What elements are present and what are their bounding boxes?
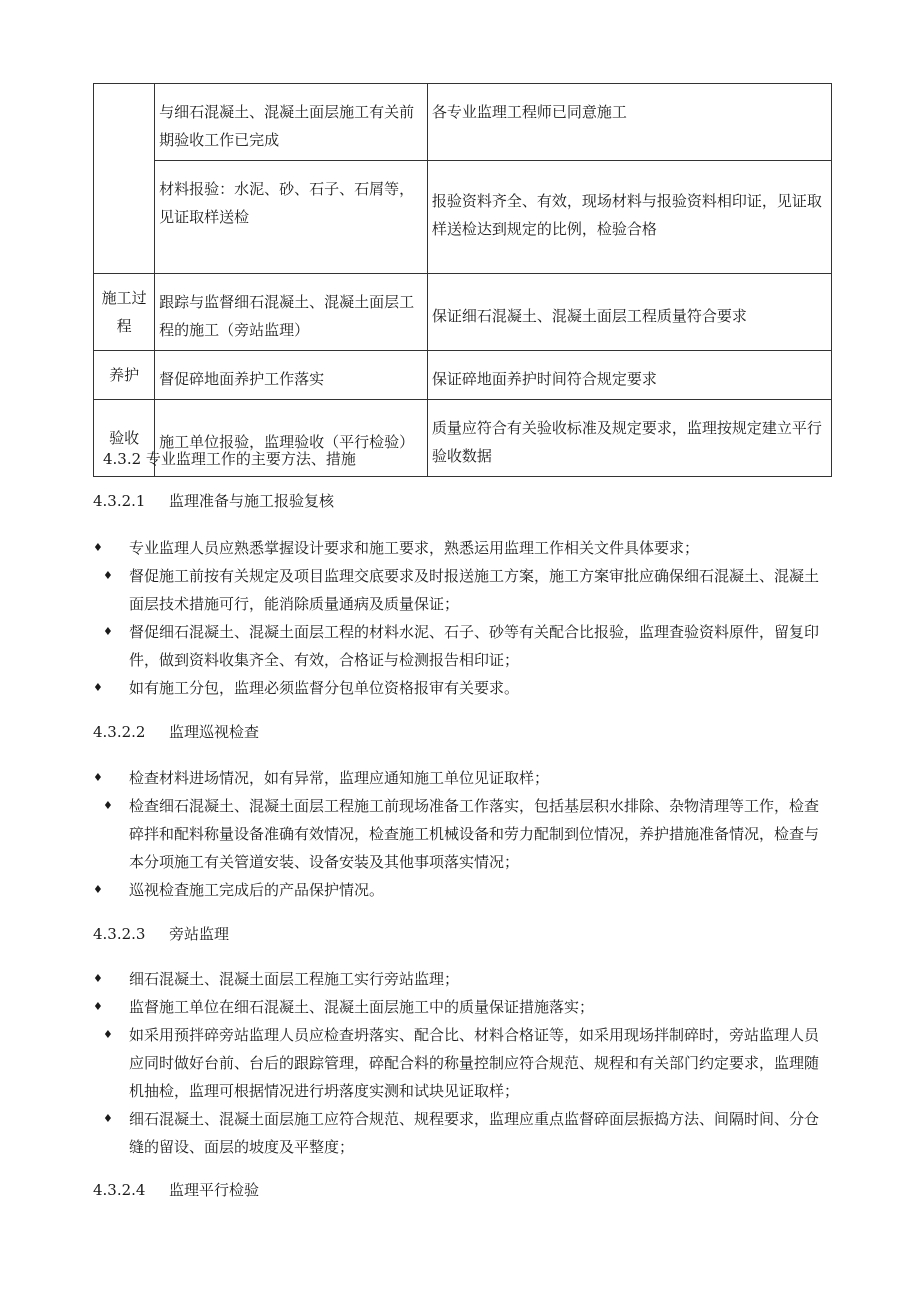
section-heading [93,1178,259,1202]
list-item: ♦ 专业监理人员应熟悉掌握设计要求和施工要求，熟悉运用监理工作相关文件具体要求； [93,534,833,562]
supervision-table [93,83,832,477]
diamond-bullet-icon: ♦ [93,972,103,985]
list-item: ♦ 巡视检査施工完成后的产品保护情况。 [93,876,833,904]
section-title: 监理巡视检查 [169,723,260,741]
stage-cell: 养护 [94,351,155,400]
diamond-bullet-icon: ♦ [103,569,113,582]
diamond-bullet-icon: ♦ [103,1028,113,1041]
diamond-bullet-icon: ♦ [93,883,103,896]
table-row [94,351,832,400]
item-cell: 材料报验：水泥、砂、石子、石屑等，见证取样送检 [155,161,428,274]
item-cell: 督促碎地面养护工作落实 [155,351,428,400]
list-item: ♦ 如采用预拌碎旁站监理人员应检查坍落实、配合比、材料合格证等，如采用现场拌制碎时，旁站监理人员应同时做好台前、台后的跟踪管理，碎配合料的称量控制应符合规范、规程和有关部门约定要求，监理随机抽检，监理可根据情况进行坍落度实测和试块见证取样； [93,1021,833,1105]
list-item: ♦ 细石混凝土、混凝土面层工程施工实行旁站监理； [93,965,833,993]
bullet-list [93,534,833,702]
diamond-bullet-icon: ♦ [103,1112,113,1125]
subsection-title: 4.3.2 专业监理工作的主要方法、措施 [103,450,356,468]
diamond-bullet-icon: ♦ [103,799,113,812]
standard-cell: 保证细石混凝土、混凝土面层工程质量符合要求 [427,274,831,351]
standard-cell: 保证碎地面养护时间符合规定要求 [427,351,831,400]
section-heading [93,720,259,744]
section-title: 监理平行检验 [169,1181,260,1199]
bullet-list [93,764,833,904]
diamond-bullet-icon: ♦ [93,541,103,554]
section-title: 监理准备与施工报验复核 [169,492,335,510]
table-row [94,161,832,274]
section-heading [93,922,229,946]
list-item: ♦ 监督施工单位在细石混凝土、混凝土面层施工中的质量保证措施落实； [93,993,833,1021]
section-number: 4.3.2.3 [93,925,146,943]
list-item: ♦ 如有施工分包，监理必须监督分包单位资格报审有关要求。 [93,674,833,702]
table-row [94,274,832,351]
section-number: 4.3.2.2 [93,723,146,741]
bullet-list [93,965,833,1161]
standard-cell: 各专业监理工程师已同意施工 [427,84,831,161]
item-cell: 跟踪与监督细石混凝土、混凝土面层工程的施工（旁站监理） [155,274,428,351]
section-number: 4.3.2.4 [93,1181,146,1199]
item-cell: 施工单位报验，监理验收（平行检验） [155,400,428,477]
stage-cell [94,84,155,274]
diamond-bullet-icon: ♦ [93,681,103,694]
list-item: ♦ 督促细石混凝土、混凝土面层工程的材料水泥、石子、砂等有关配合比报验，监理査验资料原件，留复印件，做到资料收集齐全、有效，合格证与检测报告相印证； [93,618,833,674]
section-heading [93,489,334,513]
list-item: ♦ 督促施工前按有关规定及项目监理交底要求及时报送施工方案，施工方案审批应确保细石混凝土、混凝土面层技术措施可行，能消除质量通病及质量保证； [93,562,833,618]
list-item: ♦ 检查细石混凝土、混凝土面层工程施工前现场准备工作落实，包括基层积水排除、杂物清理等工作，检查碎拌和配料称量设备准确有效情况，检查施工机械设备和劳力配制到位情况，养护措施准备情况，检查与本分项施工有关管道安装、设备安装及其他事项落实情况； [93,792,833,876]
section-title: 旁站监理 [169,925,230,943]
diamond-bullet-icon: ♦ [93,771,103,784]
section-number: 4.3.2.1 [93,492,146,510]
stage-cell: 施工过程 [94,274,155,351]
table-row [94,84,832,161]
standard-cell: 报验资料齐全、有效，现场材料与报验资料相印证，见证取样送检达到规定的比例，检验合格 [427,161,831,274]
diamond-bullet-icon: ♦ [103,625,113,638]
list-item: ♦ 细石混凝土、混凝土面层施工应符合规范、规程要求，监理应重点监督碎面层振捣方法、间隔时间、分仓缝的留设、面层的坡度及平整度； [93,1105,833,1161]
item-cell: 与细石混凝土、混凝土面层施工有关前期验收工作已完成 [155,84,428,161]
stage-cell: 验收 [94,400,155,477]
standard-cell: 质量应符合有关验收标准及规定要求，监理按规定建立平行验收数据 [427,400,831,477]
diamond-bullet-icon: ♦ [93,1000,103,1013]
list-item: ♦ 检查材料进场情况，如有异常，监理应通知施工单位见证取样； [93,764,833,792]
